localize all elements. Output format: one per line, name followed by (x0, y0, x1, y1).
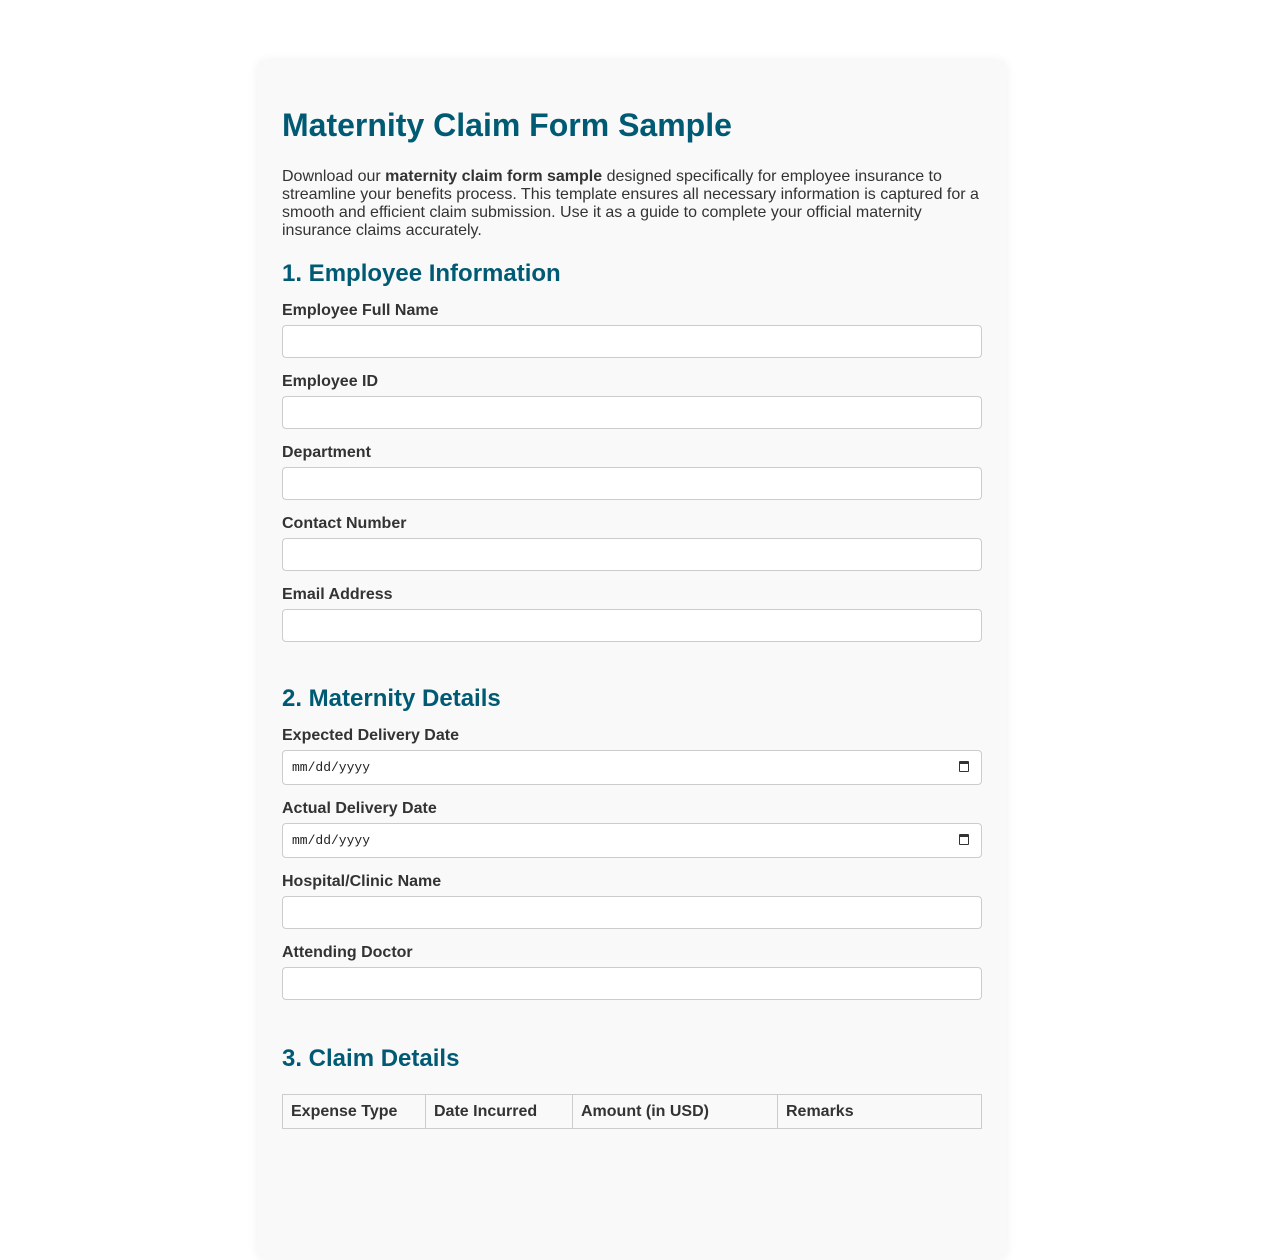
section-heading: 2. Maternity Details (282, 685, 501, 712)
hospital-clinic-name-input[interactable] (282, 896, 982, 929)
field-label: Actual Delivery Date (282, 800, 437, 817)
field-actual-delivery-date (282, 799, 982, 858)
field-label: Contact Number (282, 515, 407, 532)
table-header-row (283, 1095, 982, 1129)
actual-delivery-date-input[interactable] (282, 823, 982, 858)
intro-suffix: designed specifically for employee insurance to streamline your benefits process. This template ensures all necessary information is captured for a smooth and efficient claim submission. Use it as a guide to complete your official maternity insurance claims accurately. (282, 168, 979, 239)
section-maternity-details (282, 684, 982, 1000)
field-label: Expected Delivery Date (282, 727, 459, 744)
expected-delivery-date-input[interactable] (282, 750, 982, 785)
field-label: Employee Full Name (282, 302, 439, 319)
field-label: Attending Doctor (282, 944, 413, 961)
field-hospital-clinic-name (282, 872, 982, 929)
column-header-expense-type: Expense Type (283, 1095, 426, 1129)
section-heading: 3. Claim Details (282, 1045, 460, 1072)
column-header-remarks: Remarks (778, 1095, 982, 1129)
field-email-address (282, 585, 982, 642)
section-claim-details (282, 1044, 982, 1129)
calendar-icon[interactable] (959, 834, 969, 845)
column-header-amount: Amount (in USD) (573, 1095, 778, 1129)
field-label: Department (282, 444, 371, 461)
section-employee-information (282, 259, 982, 642)
field-employee-id (282, 372, 982, 429)
calendar-icon[interactable] (959, 761, 969, 772)
contact-number-input[interactable] (282, 538, 982, 571)
field-contact-number (282, 514, 982, 571)
field-label: Employee ID (282, 373, 379, 390)
intro-prefix: Download our (282, 168, 386, 185)
field-attending-doctor (282, 943, 982, 1000)
page-title: Maternity Claim Form Sample (282, 107, 732, 143)
field-department (282, 443, 982, 500)
field-expected-delivery-date (282, 726, 982, 785)
attending-doctor-input[interactable] (282, 967, 982, 1000)
claim-expenses-table (282, 1094, 982, 1129)
email-address-input[interactable] (282, 609, 982, 642)
form-container (257, 60, 1007, 1260)
employee-full-name-input[interactable] (282, 325, 982, 358)
column-header-date-incurred: Date Incurred (426, 1095, 573, 1129)
employee-id-input[interactable] (282, 396, 982, 429)
field-label: Email Address (282, 586, 393, 603)
field-label: Hospital/Clinic Name (282, 873, 442, 890)
intro-bold: maternity claim form sample (385, 168, 603, 185)
section-heading: 1. Employee Information (282, 260, 561, 287)
intro-paragraph (282, 168, 982, 240)
date-placeholder: mm/dd/yyyy (292, 760, 371, 775)
department-input[interactable] (282, 467, 982, 500)
field-employee-full-name (282, 301, 982, 358)
date-placeholder: mm/dd/yyyy (292, 833, 371, 848)
